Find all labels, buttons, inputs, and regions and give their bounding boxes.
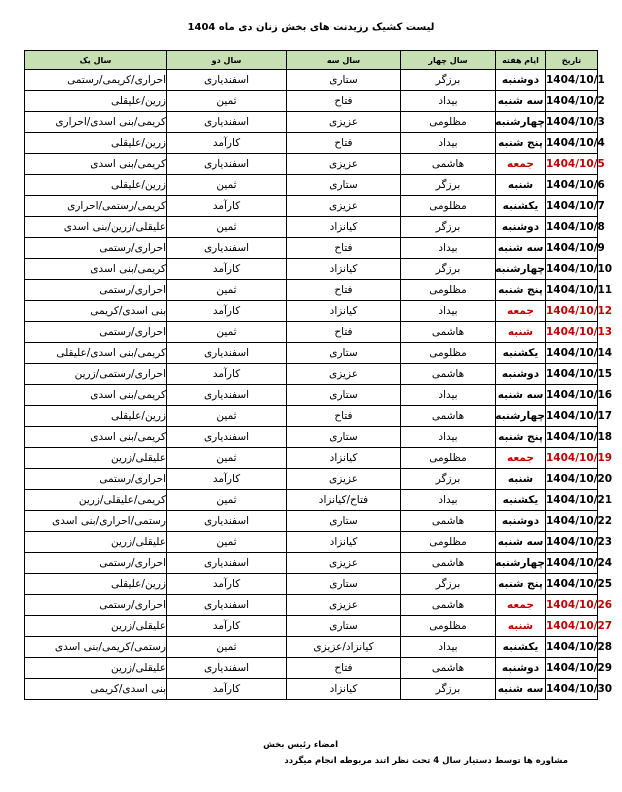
cell-year3: ستاری	[287, 574, 401, 595]
cell-day: دوشنبه	[496, 70, 546, 91]
table-row	[25, 406, 598, 427]
cell-year2: کارآمد	[167, 679, 287, 700]
cell-year3: فتاح	[287, 91, 401, 112]
cell-year1: علیقلی/زرین	[25, 532, 167, 553]
cell-year2: اسفندیاری	[167, 343, 287, 364]
cell-year1: علیقلی/زرین	[25, 658, 167, 679]
cell-year1: احراری/رستمی	[25, 280, 167, 301]
cell-year2: کارآمد	[167, 259, 287, 280]
table-row	[25, 448, 598, 469]
cell-day: پنج شنبه	[496, 133, 546, 154]
cell-day: جمعه	[496, 301, 546, 322]
cell-date: 1404/10/16	[546, 385, 598, 406]
cell-day: شنبه	[496, 322, 546, 343]
cell-date: 1404/10/9	[546, 238, 598, 259]
cell-day: شنبه	[496, 469, 546, 490]
cell-year2: کارآمد	[167, 469, 287, 490]
column-header-date: تاریخ	[546, 51, 598, 70]
cell-year1: کریمی/بنی اسدی	[25, 427, 167, 448]
table-row	[25, 154, 598, 175]
signature-label: امضاء رئیس بخش	[263, 740, 338, 750]
table-row	[25, 238, 598, 259]
cell-year2: اسفندیاری	[167, 595, 287, 616]
cell-year4: بیداد	[401, 385, 496, 406]
cell-date: 1404/10/19	[546, 448, 598, 469]
cell-year3: فتاح	[287, 238, 401, 259]
table-row	[25, 616, 598, 637]
cell-year1: احراری/رستمی	[25, 469, 167, 490]
cell-year4: مظلومی	[401, 280, 496, 301]
cell-day: دوشنبه	[496, 217, 546, 238]
cell-date: 1404/10/8	[546, 217, 598, 238]
table-row	[25, 133, 598, 154]
cell-year2: اسفندیاری	[167, 385, 287, 406]
cell-year3: عزیزی	[287, 553, 401, 574]
cell-date: 1404/10/4	[546, 133, 598, 154]
cell-year2: اسفندیاری	[167, 238, 287, 259]
cell-year3: ستاری	[287, 427, 401, 448]
cell-date: 1404/10/1	[546, 70, 598, 91]
cell-year4: برزگر	[401, 217, 496, 238]
cell-year1: علیقلی/زرین/بنی اسدی	[25, 217, 167, 238]
table-row	[25, 322, 598, 343]
cell-year2: ثمین	[167, 280, 287, 301]
cell-year2: ثمین	[167, 175, 287, 196]
cell-year4: هاشمی	[401, 658, 496, 679]
cell-year3: فتاح	[287, 658, 401, 679]
cell-year3: فتاح	[287, 322, 401, 343]
cell-year4: بیداد	[401, 238, 496, 259]
cell-day: سه شنبه	[496, 385, 546, 406]
cell-year3: ستاری	[287, 343, 401, 364]
cell-year1: احراری/کریمی/رستمی	[25, 70, 167, 91]
cell-day: سه شنبه	[496, 532, 546, 553]
cell-year1: رستمی/احراری/بنی اسدی	[25, 511, 167, 532]
cell-date: 1404/10/21	[546, 490, 598, 511]
cell-year3: عزیزی	[287, 364, 401, 385]
cell-year2: ثمین	[167, 406, 287, 427]
cell-year4: مظلومی	[401, 448, 496, 469]
cell-year4: هاشمی	[401, 154, 496, 175]
table-row	[25, 595, 598, 616]
cell-date: 1404/10/14	[546, 343, 598, 364]
cell-year1: زرین/علیقلی	[25, 91, 167, 112]
cell-year1: احراری/رستمی	[25, 553, 167, 574]
cell-year3: فتاح/کیانزاد	[287, 490, 401, 511]
cell-date: 1404/10/23	[546, 532, 598, 553]
cell-year4: برزگر	[401, 574, 496, 595]
cell-year4: هاشمی	[401, 553, 496, 574]
cell-year1: احراری/رستمی	[25, 595, 167, 616]
cell-year4: بیداد	[401, 91, 496, 112]
cell-date: 1404/10/2	[546, 91, 598, 112]
table-row	[25, 280, 598, 301]
cell-year3: کیانزاد	[287, 448, 401, 469]
table-row	[25, 70, 598, 91]
column-header-year2: سال دو	[167, 51, 287, 70]
cell-date: 1404/10/18	[546, 427, 598, 448]
cell-year1: زرین/علیقلی	[25, 406, 167, 427]
cell-year4: هاشمی	[401, 511, 496, 532]
cell-year3: کیانزاد	[287, 259, 401, 280]
cell-year4: مظلومی	[401, 616, 496, 637]
cell-year1: علیقلی/زرین	[25, 448, 167, 469]
cell-year1: کریمی/بنی اسدی/احراری	[25, 112, 167, 133]
table-row	[25, 259, 598, 280]
cell-year1: احراری/رستمی/زرین	[25, 364, 167, 385]
cell-day: چهارشنبه	[496, 112, 546, 133]
cell-date: 1404/10/5	[546, 154, 598, 175]
table-row	[25, 301, 598, 322]
cell-year3: ستاری	[287, 70, 401, 91]
cell-year3: فتاح	[287, 280, 401, 301]
table-row	[25, 112, 598, 133]
cell-day: سه شنبه	[496, 238, 546, 259]
cell-date: 1404/10/28	[546, 637, 598, 658]
cell-day: جمعه	[496, 448, 546, 469]
cell-year2: اسفندیاری	[167, 553, 287, 574]
table-row	[25, 364, 598, 385]
table-row	[25, 343, 598, 364]
cell-date: 1404/10/29	[546, 658, 598, 679]
cell-year1: احراری/رستمی	[25, 322, 167, 343]
cell-year4: بیداد	[401, 133, 496, 154]
cell-year2: کارآمد	[167, 196, 287, 217]
cell-year2: کارآمد	[167, 574, 287, 595]
page-title: لیست کشیک رزیدنت های بخش زنان دی ماه 1404	[187, 22, 435, 33]
table-row	[25, 427, 598, 448]
table-row	[25, 490, 598, 511]
cell-year4: برزگر	[401, 469, 496, 490]
cell-year4: مظلومی	[401, 343, 496, 364]
cell-year4: مظلومی	[401, 196, 496, 217]
cell-day: یکشنبه	[496, 637, 546, 658]
cell-year4: بیداد	[401, 490, 496, 511]
column-header-year4: سال چهار	[401, 51, 496, 70]
table-row	[25, 532, 598, 553]
cell-year3: ستاری	[287, 385, 401, 406]
cell-year1: کریمی/رستمی/احراری	[25, 196, 167, 217]
cell-year4: بیداد	[401, 301, 496, 322]
cell-day: یکشنبه	[496, 196, 546, 217]
cell-year2: اسفندیاری	[167, 112, 287, 133]
cell-date: 1404/10/20	[546, 469, 598, 490]
cell-year1: زرین/علیقلی	[25, 133, 167, 154]
cell-year2: ثمین	[167, 448, 287, 469]
cell-year4: برزگر	[401, 175, 496, 196]
cell-day: شنبه	[496, 616, 546, 637]
cell-day: یکشنبه	[496, 490, 546, 511]
table-row	[25, 679, 598, 700]
cell-day: جمعه	[496, 595, 546, 616]
cell-year2: کارآمد	[167, 301, 287, 322]
table-row	[25, 658, 598, 679]
cell-year1: زرین/علیقلی	[25, 175, 167, 196]
cell-date: 1404/10/12	[546, 301, 598, 322]
cell-year2: اسفندیاری	[167, 511, 287, 532]
cell-day: پنج شنبه	[496, 280, 546, 301]
cell-day: پنج شنبه	[496, 427, 546, 448]
cell-date: 1404/10/15	[546, 364, 598, 385]
cell-year2: کارآمد	[167, 364, 287, 385]
cell-year2: ثمین	[167, 322, 287, 343]
cell-date: 1404/10/11	[546, 280, 598, 301]
cell-year2: کارآمد	[167, 616, 287, 637]
cell-year3: ستاری	[287, 616, 401, 637]
cell-year2: ثمین	[167, 217, 287, 238]
cell-year4: هاشمی	[401, 364, 496, 385]
table-row	[25, 637, 598, 658]
cell-year3: ستاری	[287, 175, 401, 196]
cell-year1: احراری/رستمی	[25, 238, 167, 259]
table-row	[25, 385, 598, 406]
cell-year1: کریمی/بنی اسدی	[25, 385, 167, 406]
cell-year1: کریمی/بنی اسدی	[25, 259, 167, 280]
cell-year1: کریمی/بنی اسدی	[25, 154, 167, 175]
cell-year3: عزیزی	[287, 196, 401, 217]
cell-year4: هاشمی	[401, 595, 496, 616]
cell-day: یکشنبه	[496, 343, 546, 364]
cell-year2: ثمین	[167, 532, 287, 553]
cell-year3: کیانزاد	[287, 217, 401, 238]
cell-day: چهارشنبه	[496, 259, 546, 280]
cell-day: پنج شنبه	[496, 574, 546, 595]
cell-year3: فتاح	[287, 133, 401, 154]
cell-year3: ستاری	[287, 511, 401, 532]
table-row	[25, 511, 598, 532]
cell-year2: ثمین	[167, 91, 287, 112]
cell-day: دوشنبه	[496, 511, 546, 532]
table-header-row	[25, 51, 598, 70]
cell-day: دوشنبه	[496, 364, 546, 385]
cell-year2: اسفندیاری	[167, 154, 287, 175]
cell-date: 1404/10/27	[546, 616, 598, 637]
cell-day: سه شنبه	[496, 679, 546, 700]
table-row	[25, 217, 598, 238]
cell-year3: عزیزی	[287, 595, 401, 616]
footer-note: مشاوره ها توسط دستیار سال 4 تحت نظر اتند مربوطه انجام میگردد	[284, 756, 568, 766]
cell-date: 1404/10/7	[546, 196, 598, 217]
cell-year1: بنی اسدی/کریمی	[25, 679, 167, 700]
cell-year3: کیانزاد	[287, 301, 401, 322]
cell-year2: اسفندیاری	[167, 658, 287, 679]
roster-body	[25, 70, 613, 700]
cell-date: 1404/10/25	[546, 574, 598, 595]
cell-year3: کیانزاد	[287, 532, 401, 553]
column-header-day: ایام هفته	[496, 51, 546, 70]
cell-date: 1404/10/3	[546, 112, 598, 133]
cell-year1: رستمی/کریمی/بنی اسدی	[25, 637, 167, 658]
cell-year3: عزیزی	[287, 154, 401, 175]
table-row	[25, 574, 598, 595]
cell-day: شنبه	[496, 175, 546, 196]
cell-year2: کارآمد	[167, 133, 287, 154]
cell-year1: کریمی/علیقلی/زرین	[25, 490, 167, 511]
table-row	[25, 553, 598, 574]
cell-date: 1404/10/17	[546, 406, 598, 427]
table-row	[25, 469, 598, 490]
cell-year3: کیانزاد/عزیزی	[287, 637, 401, 658]
cell-date: 1404/10/6	[546, 175, 598, 196]
cell-date: 1404/10/26	[546, 595, 598, 616]
column-header-year1: سال یک	[25, 51, 167, 70]
cell-year4: مظلومی	[401, 112, 496, 133]
cell-date: 1404/10/24	[546, 553, 598, 574]
cell-year2: اسفندیاری	[167, 427, 287, 448]
cell-year3: عزیزی	[287, 112, 401, 133]
cell-year4: برزگر	[401, 70, 496, 91]
cell-year2: ثمین	[167, 637, 287, 658]
cell-day: دوشنبه	[496, 658, 546, 679]
cell-year4: هاشمی	[401, 322, 496, 343]
table-row	[25, 196, 598, 217]
shift-roster-table	[24, 50, 613, 700]
cell-day: چهارشنبه	[496, 406, 546, 427]
cell-year2: اسفندیاری	[167, 70, 287, 91]
cell-year4: بیداد	[401, 427, 496, 448]
cell-day: جمعه	[496, 154, 546, 175]
cell-year3: فتاح	[287, 406, 401, 427]
column-header-year3: سال سه	[287, 51, 401, 70]
cell-date: 1404/10/10	[546, 259, 598, 280]
cell-year1: کریمی/بنی اسدی/علیقلی	[25, 343, 167, 364]
cell-year4: بیداد	[401, 637, 496, 658]
cell-year4: مظلومی	[401, 532, 496, 553]
cell-year3: کیانزاد	[287, 679, 401, 700]
cell-date: 1404/10/22	[546, 511, 598, 532]
cell-date: 1404/10/13	[546, 322, 598, 343]
cell-date: 1404/10/30	[546, 679, 598, 700]
cell-year4: هاشمی	[401, 406, 496, 427]
cell-year2: ثمین	[167, 490, 287, 511]
cell-year1: زرین/علیقلی	[25, 574, 167, 595]
cell-year4: برزگر	[401, 679, 496, 700]
table-row	[25, 175, 598, 196]
cell-year1: بنی اسدی/کریمی	[25, 301, 167, 322]
cell-day: چهارشنبه	[496, 553, 546, 574]
cell-year4: برزگر	[401, 259, 496, 280]
table-row	[25, 91, 598, 112]
cell-day: سه شنبه	[496, 91, 546, 112]
cell-year1: علیقلی/زرین	[25, 616, 167, 637]
cell-year3: عزیزی	[287, 469, 401, 490]
